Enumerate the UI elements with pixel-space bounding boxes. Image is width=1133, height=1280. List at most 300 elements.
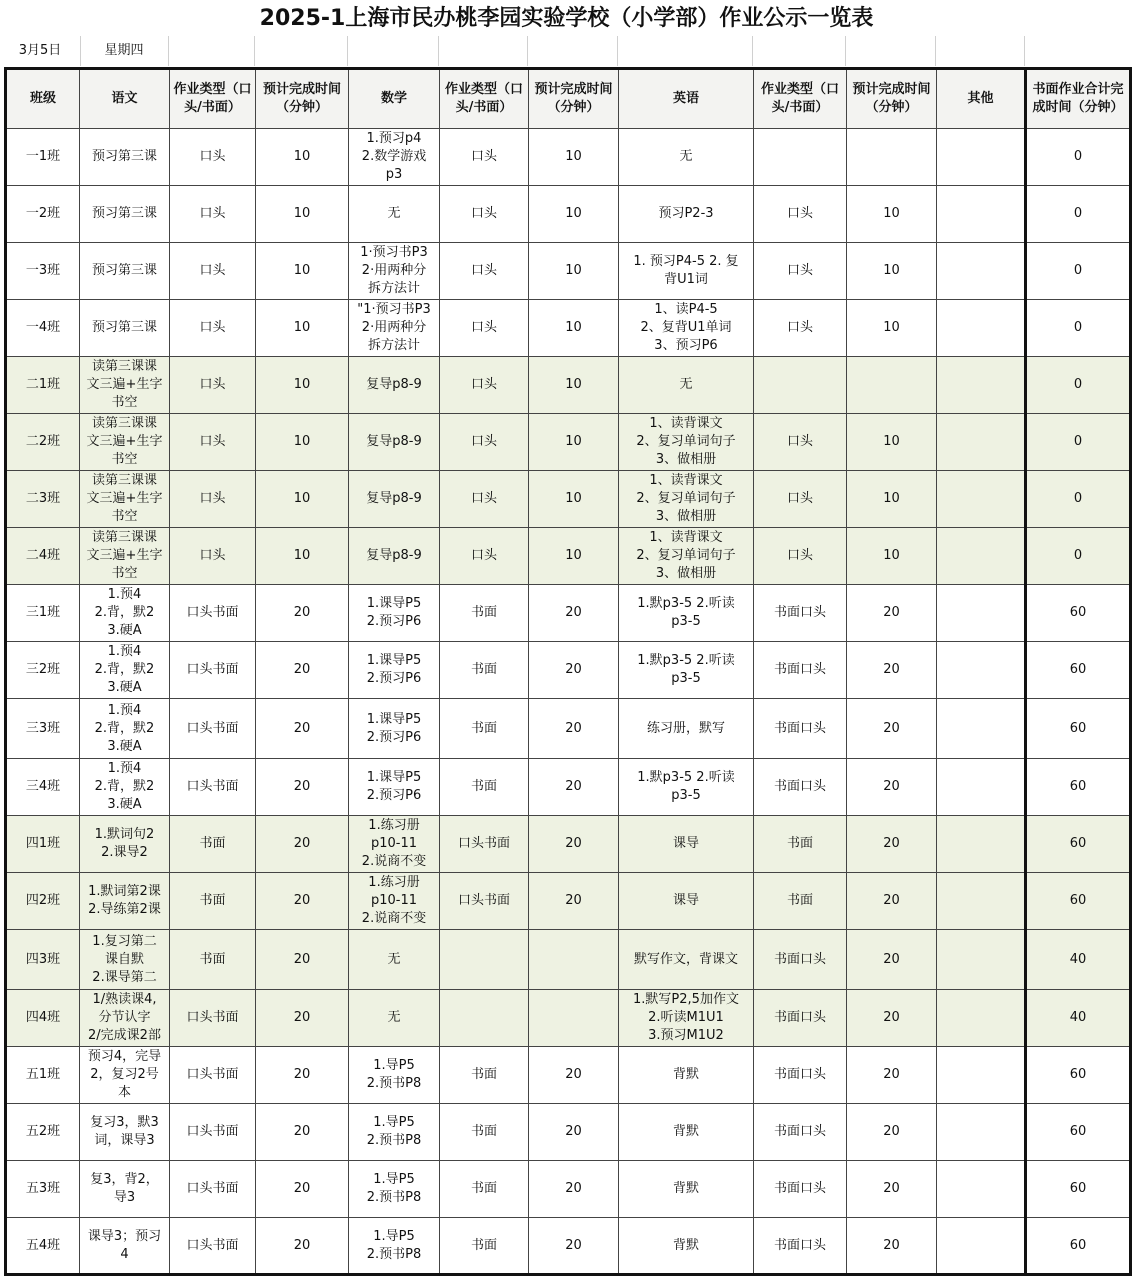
table-cell[interactable]: [754, 642, 847, 699]
table-cell[interactable]: [529, 129, 619, 186]
table-row: [6, 1047, 1131, 1104]
table-cell[interactable]: [754, 1218, 847, 1275]
class-name-cell[interactable]: [6, 759, 80, 816]
table-cell[interactable]: [349, 930, 440, 990]
table-cell[interactable]: [1026, 1218, 1131, 1275]
column-header[interactable]: 作业类型（口头/书面）: [170, 69, 256, 129]
table-cell[interactable]: [754, 1047, 847, 1104]
table-cell[interactable]: [170, 759, 256, 816]
table-cell[interactable]: [754, 1161, 847, 1218]
table-cell[interactable]: [349, 699, 440, 759]
table-row: [6, 873, 1131, 930]
table-cell[interactable]: [529, 243, 619, 300]
table-cell[interactable]: [847, 1218, 937, 1275]
table-cell[interactable]: [754, 186, 847, 243]
table-cell[interactable]: [170, 300, 256, 357]
table-cell[interactable]: [847, 585, 937, 642]
table-row: [6, 300, 1131, 357]
table-cell[interactable]: [170, 642, 256, 699]
table-cell[interactable]: [80, 642, 170, 699]
table-cell[interactable]: [847, 186, 937, 243]
class-name-cell[interactable]: [6, 699, 80, 759]
table-cell[interactable]: [349, 759, 440, 816]
table-cell[interactable]: [847, 471, 937, 528]
empty-cell[interactable]: [752, 36, 846, 66]
table-cell[interactable]: [847, 414, 937, 471]
table-cell[interactable]: [1026, 930, 1131, 990]
table-cell[interactable]: [754, 699, 847, 759]
weekday-cell[interactable]: 星期四: [80, 36, 169, 66]
cell-text: 练习册，默写: [646, 720, 725, 736]
table-cell[interactable]: [1026, 414, 1131, 471]
table-cell[interactable]: [1026, 990, 1131, 1047]
table-cell[interactable]: [847, 357, 937, 414]
table-cell[interactable]: [440, 699, 529, 759]
table-cell[interactable]: [80, 300, 170, 357]
cell-text: 二2班: [25, 434, 61, 449]
table-cell[interactable]: [937, 414, 1026, 471]
table-cell[interactable]: [754, 471, 847, 528]
table-cell[interactable]: [170, 585, 256, 642]
table-cell[interactable]: [529, 699, 619, 759]
column-header[interactable]: 预计完成时间（分钟）: [256, 69, 349, 129]
class-name-cell[interactable]: [6, 1161, 80, 1218]
table-cell[interactable]: [80, 186, 170, 243]
table-cell[interactable]: [440, 414, 529, 471]
table-cell[interactable]: [847, 1047, 937, 1104]
class-name-cell[interactable]: [6, 528, 80, 585]
table-cell[interactable]: [847, 528, 937, 585]
empty-cell[interactable]: [254, 36, 348, 66]
table-cell[interactable]: [80, 930, 170, 990]
empty-cell[interactable]: [527, 36, 618, 66]
table-cell[interactable]: [440, 990, 529, 1047]
table-cell[interactable]: [619, 699, 754, 759]
table-cell[interactable]: [847, 300, 937, 357]
table-cell[interactable]: [937, 300, 1026, 357]
table-cell[interactable]: [170, 930, 256, 990]
table-cell[interactable]: [440, 186, 529, 243]
table-cell[interactable]: [256, 990, 349, 1047]
table-cell[interactable]: [349, 129, 440, 186]
table-cell[interactable]: [937, 816, 1026, 873]
cell-text: 三2班: [25, 662, 61, 677]
table-cell[interactable]: [754, 129, 847, 186]
table-cell[interactable]: [937, 129, 1026, 186]
table-cell[interactable]: [847, 759, 937, 816]
table-cell[interactable]: [937, 186, 1026, 243]
table-cell[interactable]: [529, 1104, 619, 1161]
table-cell[interactable]: [1026, 243, 1131, 300]
table-cell[interactable]: [847, 873, 937, 930]
table-cell[interactable]: [1026, 873, 1131, 930]
table-cell[interactable]: [349, 243, 440, 300]
table-cell[interactable]: [256, 1218, 349, 1275]
table-cell[interactable]: [619, 471, 754, 528]
table-cell[interactable]: [440, 930, 529, 990]
table-cell[interactable]: [529, 642, 619, 699]
table-cell[interactable]: [80, 243, 170, 300]
table-cell[interactable]: [256, 585, 349, 642]
table-cell[interactable]: [349, 816, 440, 873]
table-cell[interactable]: [754, 990, 847, 1047]
table-cell[interactable]: [80, 759, 170, 816]
class-name-cell[interactable]: [6, 873, 80, 930]
table-cell[interactable]: [349, 471, 440, 528]
cell-text: 60: [1069, 605, 1087, 620]
table-cell[interactable]: [847, 699, 937, 759]
class-name-cell[interactable]: [6, 357, 80, 414]
class-name-cell[interactable]: [6, 300, 80, 357]
table-cell[interactable]: [529, 186, 619, 243]
table-cell[interactable]: [937, 1047, 1026, 1104]
table-cell[interactable]: [440, 1161, 529, 1218]
table-cell[interactable]: [619, 186, 754, 243]
table-cell[interactable]: [619, 930, 754, 990]
table-cell[interactable]: [440, 300, 529, 357]
cell-text: 五1班: [25, 1067, 61, 1082]
table-cell[interactable]: [440, 243, 529, 300]
table-cell[interactable]: [529, 1218, 619, 1275]
table-cell[interactable]: [1026, 528, 1131, 585]
column-header[interactable]: 预计完成时间（分钟）: [847, 69, 937, 129]
table-cell[interactable]: [170, 129, 256, 186]
table-cell[interactable]: [256, 699, 349, 759]
table-cell[interactable]: [619, 873, 754, 930]
class-name-cell[interactable]: [6, 186, 80, 243]
cell-text: 口头: [199, 491, 226, 506]
table-cell[interactable]: [529, 471, 619, 528]
table-cell[interactable]: [440, 357, 529, 414]
cell-text: 0: [1073, 377, 1083, 392]
table-cell[interactable]: [170, 1104, 256, 1161]
table-cell[interactable]: [80, 1047, 170, 1104]
column-header[interactable]: 英语: [619, 69, 754, 129]
table-cell[interactable]: [937, 873, 1026, 930]
table-cell[interactable]: [349, 357, 440, 414]
table-cell[interactable]: [754, 300, 847, 357]
empty-cell[interactable]: [438, 36, 528, 66]
empty-cell[interactable]: [1024, 36, 1133, 66]
class-name-cell[interactable]: [6, 585, 80, 642]
table-cell[interactable]: [754, 414, 847, 471]
table-cell[interactable]: [529, 357, 619, 414]
table-cell[interactable]: [937, 357, 1026, 414]
table-cell[interactable]: [529, 1047, 619, 1104]
table-cell[interactable]: [619, 1104, 754, 1161]
table-cell[interactable]: [349, 1218, 440, 1275]
table-cell[interactable]: [170, 1047, 256, 1104]
table-cell[interactable]: [440, 1047, 529, 1104]
table-cell[interactable]: [1026, 471, 1131, 528]
cell-text: 书面: [470, 1237, 497, 1253]
class-name-cell[interactable]: [6, 243, 80, 300]
table-cell[interactable]: [256, 414, 349, 471]
table-cell[interactable]: [80, 1104, 170, 1161]
table-cell[interactable]: [349, 1161, 440, 1218]
cell-text: 1.默p3-5 2.听读 p3-5: [637, 653, 735, 686]
cell-text: 20: [293, 662, 311, 677]
table-cell[interactable]: [1026, 1161, 1131, 1218]
table-cell[interactable]: [1026, 699, 1131, 759]
empty-cell[interactable]: [617, 36, 753, 66]
class-name-cell[interactable]: [6, 1104, 80, 1161]
cell-text: 1.预4 2.背，默2 3.硬A: [94, 761, 155, 812]
table-cell[interactable]: [440, 873, 529, 930]
table-cell[interactable]: [349, 414, 440, 471]
column-header[interactable]: 语文: [80, 69, 170, 129]
table-cell[interactable]: [170, 528, 256, 585]
table-cell[interactable]: [349, 300, 440, 357]
table-cell[interactable]: [440, 585, 529, 642]
table-cell[interactable]: [349, 1047, 440, 1104]
table-cell[interactable]: [847, 1104, 937, 1161]
table-cell[interactable]: [256, 129, 349, 186]
table-cell[interactable]: [80, 129, 170, 186]
cell-text: 20: [883, 951, 900, 967]
table-cell[interactable]: [754, 243, 847, 300]
table-cell[interactable]: [349, 585, 440, 642]
table-cell[interactable]: [619, 1218, 754, 1275]
cell-text: 20: [565, 1237, 582, 1253]
table-cell[interactable]: [80, 1218, 170, 1275]
table-cell[interactable]: [619, 300, 754, 357]
table-cell[interactable]: [256, 471, 349, 528]
table-cell[interactable]: [349, 642, 440, 699]
cell-text: 10: [565, 320, 582, 335]
table-cell[interactable]: [529, 930, 619, 990]
table-cell[interactable]: [80, 816, 170, 873]
cell-text: 五2班: [25, 1124, 61, 1139]
table-cell[interactable]: [619, 414, 754, 471]
class-name-cell[interactable]: [6, 1218, 80, 1275]
table-cell[interactable]: [170, 1161, 256, 1218]
table-cell[interactable]: [847, 990, 937, 1047]
empty-cell[interactable]: [935, 36, 1025, 66]
cell-text: 0: [1073, 263, 1083, 278]
table-cell[interactable]: [349, 1104, 440, 1161]
table-cell[interactable]: [937, 759, 1026, 816]
cell-text: 1. 预习P4-5 2. 复 背U1词: [633, 254, 739, 287]
table-cell[interactable]: [256, 1161, 349, 1218]
table-cell[interactable]: [937, 642, 1026, 699]
table-cell[interactable]: [754, 585, 847, 642]
table-cell[interactable]: [256, 930, 349, 990]
table-cell[interactable]: [754, 1104, 847, 1161]
cell-text: 二1班: [25, 377, 61, 392]
table-cell[interactable]: [440, 471, 529, 528]
table-cell[interactable]: [937, 243, 1026, 300]
table-cell[interactable]: [529, 816, 619, 873]
table-cell[interactable]: [170, 243, 256, 300]
cell-text: 课导: [672, 893, 699, 908]
class-name-cell[interactable]: [6, 816, 80, 873]
table-cell[interactable]: [937, 528, 1026, 585]
table-cell[interactable]: [256, 642, 349, 699]
empty-cell[interactable]: [168, 36, 255, 66]
table-cell[interactable]: [619, 1047, 754, 1104]
class-name-cell[interactable]: [6, 471, 80, 528]
empty-cell[interactable]: [845, 36, 936, 66]
table-cell[interactable]: [529, 873, 619, 930]
table-cell[interactable]: [170, 699, 256, 759]
table-cell[interactable]: [937, 585, 1026, 642]
date-cell[interactable]: 3月5日: [0, 36, 81, 66]
cell-text: 1.导P5 2.预书P8: [366, 1058, 422, 1091]
table-cell[interactable]: [619, 642, 754, 699]
table-cell[interactable]: [619, 357, 754, 414]
table-cell[interactable]: [170, 1218, 256, 1275]
table-cell[interactable]: [256, 300, 349, 357]
column-header[interactable]: 作业类型（口头/书面）: [754, 69, 847, 129]
table-cell[interactable]: [529, 528, 619, 585]
table-cell[interactable]: [1026, 642, 1131, 699]
table-cell[interactable]: [619, 243, 754, 300]
column-header[interactable]: 班级: [6, 69, 80, 129]
table-cell[interactable]: [80, 873, 170, 930]
table-cell[interactable]: [80, 357, 170, 414]
cell-text: 1.课导P5 2.预习P6: [366, 596, 422, 629]
table-cell[interactable]: [256, 1047, 349, 1104]
cell-text: 1.练习册 p10-11 2.说商不变: [361, 875, 427, 926]
table-cell[interactable]: [256, 759, 349, 816]
table-cell[interactable]: [1026, 585, 1131, 642]
table-cell[interactable]: [256, 357, 349, 414]
table-cell[interactable]: [256, 873, 349, 930]
table-cell[interactable]: [256, 186, 349, 243]
table-cell[interactable]: [80, 471, 170, 528]
table-cell[interactable]: [847, 243, 937, 300]
table-cell[interactable]: [529, 300, 619, 357]
table-cell[interactable]: [170, 990, 256, 1047]
column-header[interactable]: 书面作业合计完成时间（分钟）: [1026, 69, 1131, 129]
table-cell[interactable]: [440, 642, 529, 699]
cell-text: 二4班: [25, 548, 61, 563]
table-cell[interactable]: [847, 930, 937, 990]
table-cell[interactable]: [349, 990, 440, 1047]
table-cell[interactable]: [529, 414, 619, 471]
table-cell[interactable]: [170, 357, 256, 414]
cell-text: 预习第三课: [91, 149, 157, 164]
table-cell[interactable]: [80, 528, 170, 585]
table-cell[interactable]: [170, 873, 256, 930]
table-cell[interactable]: [529, 990, 619, 1047]
table-cell[interactable]: [619, 129, 754, 186]
table-cell[interactable]: [1026, 186, 1131, 243]
class-name-cell[interactable]: [6, 990, 80, 1047]
table-cell[interactable]: [937, 990, 1026, 1047]
table-cell[interactable]: [170, 414, 256, 471]
table-cell[interactable]: [937, 1218, 1026, 1275]
table-cell[interactable]: [847, 642, 937, 699]
table-cell[interactable]: [619, 585, 754, 642]
table-cell[interactable]: [440, 759, 529, 816]
table-cell[interactable]: [754, 759, 847, 816]
table-cell[interactable]: [80, 414, 170, 471]
table-cell[interactable]: [1026, 816, 1131, 873]
table-cell[interactable]: [349, 528, 440, 585]
table-cell[interactable]: [847, 816, 937, 873]
cell-text: 10: [293, 206, 311, 221]
table-cell[interactable]: [1026, 129, 1131, 186]
cell-text: 1.默写P2,5加作文 2.听读M1U1 3.预习M1U2: [633, 992, 739, 1043]
table-cell[interactable]: [754, 357, 847, 414]
class-name-cell[interactable]: [6, 129, 80, 186]
column-header[interactable]: 作业类型（口头/书面）: [440, 69, 529, 129]
table-cell[interactable]: [754, 873, 847, 930]
table-cell[interactable]: [754, 816, 847, 873]
table-cell[interactable]: [170, 471, 256, 528]
table-cell[interactable]: [847, 1161, 937, 1218]
table-cell[interactable]: [1026, 1104, 1131, 1161]
table-cell[interactable]: [256, 816, 349, 873]
class-name-cell[interactable]: [6, 1047, 80, 1104]
cell-text: 口头书面: [186, 662, 239, 677]
table-cell[interactable]: [754, 528, 847, 585]
class-name-cell[interactable]: [6, 642, 80, 699]
table-cell[interactable]: [937, 1161, 1026, 1218]
table-cell[interactable]: [1026, 759, 1131, 816]
table-cell[interactable]: [80, 699, 170, 759]
table-cell[interactable]: [1026, 357, 1131, 414]
table-cell[interactable]: [1026, 300, 1131, 357]
table-cell[interactable]: [619, 1161, 754, 1218]
table-cell[interactable]: [440, 816, 529, 873]
table-cell[interactable]: [80, 990, 170, 1047]
table-cell[interactable]: [256, 528, 349, 585]
table-cell[interactable]: [349, 873, 440, 930]
table-cell[interactable]: [440, 1218, 529, 1275]
cell-text: 1.课导P5 2.预习P6: [366, 770, 422, 803]
table-cell[interactable]: [619, 759, 754, 816]
table-cell[interactable]: [847, 129, 937, 186]
table-cell[interactable]: [80, 585, 170, 642]
column-header[interactable]: 预计完成时间（分钟）: [529, 69, 619, 129]
cell-text: 20: [565, 836, 582, 851]
table-cell[interactable]: [80, 1161, 170, 1218]
table-cell[interactable]: [529, 1161, 619, 1218]
class-name-cell[interactable]: [6, 414, 80, 471]
table-cell[interactable]: [619, 528, 754, 585]
table-cell[interactable]: [937, 1104, 1026, 1161]
table-cell[interactable]: [256, 243, 349, 300]
table-cell[interactable]: [619, 816, 754, 873]
table-cell[interactable]: [937, 930, 1026, 990]
cell-text: 书面口头: [773, 720, 826, 736]
table-cell[interactable]: [754, 930, 847, 990]
table-cell[interactable]: [170, 186, 256, 243]
table-cell[interactable]: [529, 759, 619, 816]
table-cell[interactable]: [529, 585, 619, 642]
table-cell[interactable]: [937, 699, 1026, 759]
table-cell[interactable]: [440, 129, 529, 186]
table-cell[interactable]: [349, 186, 440, 243]
column-header[interactable]: 数学: [349, 69, 440, 129]
table-cell[interactable]: [937, 471, 1026, 528]
table-cell[interactable]: [1026, 1047, 1131, 1104]
table-cell[interactable]: [256, 1104, 349, 1161]
cell-text: 20: [883, 893, 900, 908]
cell-text: 读第三课课 文三遍+生字 书空: [86, 359, 163, 410]
class-name-cell[interactable]: [6, 930, 80, 990]
table-cell[interactable]: [440, 528, 529, 585]
table-cell[interactable]: [440, 1104, 529, 1161]
table-cell[interactable]: [170, 816, 256, 873]
column-header[interactable]: 其他: [937, 69, 1026, 129]
cell-text: 读第三课课 文三遍+生字 书空: [86, 416, 163, 467]
table-cell[interactable]: [619, 990, 754, 1047]
empty-cell[interactable]: [347, 36, 439, 66]
